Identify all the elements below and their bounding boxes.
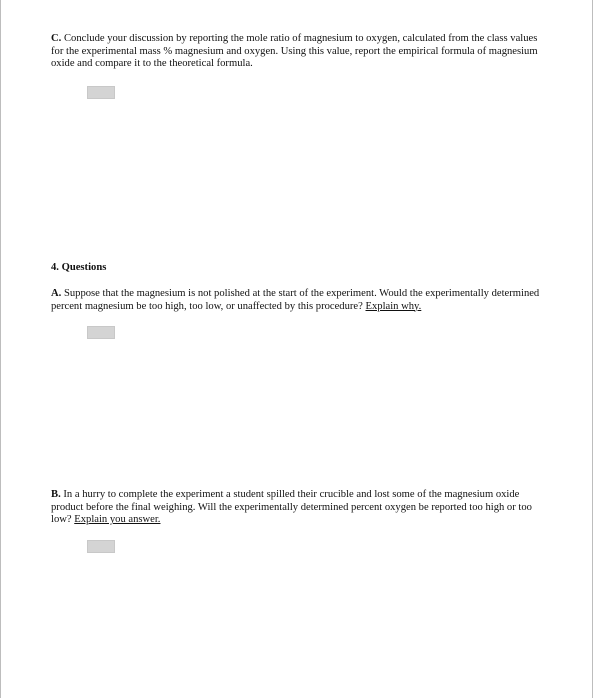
question-b-paragraph bbox=[51, 489, 546, 527]
section-c-paragraph bbox=[51, 33, 546, 71]
answer-field-a[interactable] bbox=[87, 326, 115, 339]
question-b-explain-link: Explain you answer. bbox=[74, 514, 161, 525]
section-c-letter: C. bbox=[51, 33, 62, 44]
answer-field-c[interactable] bbox=[87, 86, 115, 99]
questions-heading: 4. Questions bbox=[51, 262, 107, 273]
question-a-explain-link: Explain why. bbox=[365, 300, 422, 312]
question-b-text: In a hurry to complete the experiment a student spilled their crucible and lost some of the magnesium oxide product before the final weighing. Will the experimentally determined percent oxygen be reported too high or too low? bbox=[51, 489, 532, 525]
question-a-letter: A. bbox=[51, 288, 62, 299]
answer-field-b[interactable] bbox=[87, 540, 115, 553]
section-c-text: Conclude your discussion by reporting the mole ratio of magnesium to oxygen, calculated from the class values for the experimental mass % magnesium and oxygen. Using this value, report the empirical formula of magnesium oxide and compare it to the theoretical formula. bbox=[51, 33, 538, 69]
question-a-paragraph bbox=[51, 288, 546, 313]
question-a-text: Suppose that the magnesium is not polished at the start of the experiment. Would the experimentally determined percent magnesium be too high, too low, or unaffected by this procedure? bbox=[51, 288, 540, 312]
question-b-letter: B. bbox=[51, 489, 61, 500]
